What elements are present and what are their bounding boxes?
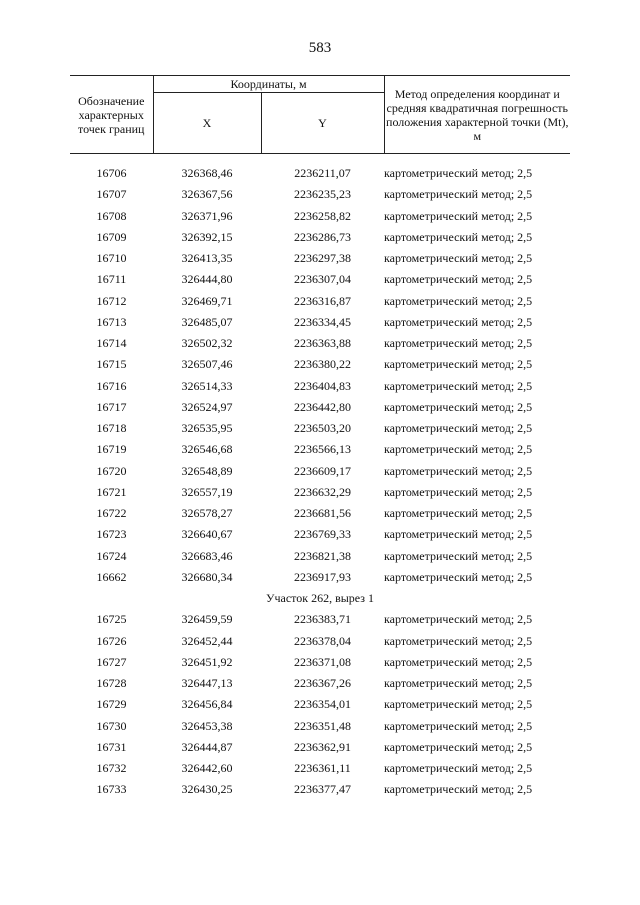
cell-method: картометрический метод; 2,5 xyxy=(384,399,533,414)
table-row xyxy=(70,758,570,779)
cell-y: 2236286,73 xyxy=(294,229,351,244)
cell-x: 326456,84 xyxy=(181,697,233,712)
cell-point: 16727 xyxy=(96,654,127,669)
spacer-row xyxy=(70,154,570,164)
cell-method: картометрический метод; 2,5 xyxy=(384,761,533,776)
cell-method: картометрический метод; 2,5 xyxy=(384,442,533,457)
cell-y: 2236917,93 xyxy=(294,569,351,584)
cell-method: картометрический метод; 2,5 xyxy=(384,782,533,797)
table-row xyxy=(70,779,570,800)
cell-point: 16662 xyxy=(96,569,127,584)
table-row xyxy=(70,631,570,652)
table-row xyxy=(70,354,570,375)
cell-method: картометрический метод; 2,5 xyxy=(384,633,533,648)
cell-y: 2236211,07 xyxy=(294,166,351,181)
table-row xyxy=(70,482,570,503)
cell-method: картометрический метод; 2,5 xyxy=(384,166,533,181)
cell-method: картометрический метод; 2,5 xyxy=(384,676,533,691)
cell-point: 16717 xyxy=(96,399,127,414)
section-title: Участок 262, вырез 1 xyxy=(265,591,375,606)
cell-x: 326368,46 xyxy=(181,166,233,181)
cell-point: 16709 xyxy=(96,229,127,244)
header-y: Y xyxy=(261,93,384,154)
cell-y: 2236609,17 xyxy=(294,463,351,478)
table-row xyxy=(70,609,570,630)
cell-x: 326452,44 xyxy=(181,633,233,648)
cell-x: 326413,35 xyxy=(181,251,233,266)
table-row xyxy=(70,652,570,673)
cell-method: картометрический метод; 2,5 xyxy=(384,229,533,244)
cell-x: 326447,13 xyxy=(181,676,233,691)
coordinates-table xyxy=(70,75,570,801)
cell-method: картометрический метод; 2,5 xyxy=(384,654,533,669)
cell-y: 2236361,11 xyxy=(294,761,351,776)
table-row xyxy=(70,291,570,312)
cell-method: картометрический метод; 2,5 xyxy=(384,378,533,393)
cell-x: 326683,46 xyxy=(181,548,233,563)
cell-method: картометрический метод; 2,5 xyxy=(384,548,533,563)
cell-point: 16723 xyxy=(96,527,127,542)
table-row xyxy=(70,376,570,397)
cell-y: 2236316,87 xyxy=(294,293,351,308)
cell-point: 16722 xyxy=(96,506,127,521)
page-number: 583 xyxy=(308,40,332,56)
table-row xyxy=(70,184,570,205)
cell-point: 16719 xyxy=(96,442,127,457)
cell-point: 16708 xyxy=(96,208,127,223)
cell-y: 2236566,13 xyxy=(294,442,351,457)
cell-x: 326451,92 xyxy=(181,654,233,669)
cell-y: 2236769,33 xyxy=(294,527,351,542)
cell-x: 326430,25 xyxy=(181,782,233,797)
cell-point: 16726 xyxy=(96,633,127,648)
cell-x: 326392,15 xyxy=(181,229,233,244)
cell-x: 326546,68 xyxy=(181,442,233,457)
cell-point: 16730 xyxy=(96,718,127,733)
cell-y: 2236371,08 xyxy=(294,654,351,669)
table-row xyxy=(70,567,570,588)
cell-method: картометрический метод; 2,5 xyxy=(384,251,533,266)
table-row xyxy=(70,503,570,524)
cell-point: 16720 xyxy=(96,463,127,478)
table-row xyxy=(70,269,570,290)
cell-point: 16713 xyxy=(96,314,127,329)
cell-point: 16733 xyxy=(96,782,127,797)
table-row xyxy=(70,333,570,354)
table-body xyxy=(70,154,570,801)
cell-method: картометрический метод; 2,5 xyxy=(384,208,533,223)
table-row xyxy=(70,312,570,333)
cell-point: 16706 xyxy=(96,166,127,181)
header-method: Метод определения координат и средняя квадратичная погрешность положения характерной точки (Mt), м xyxy=(384,76,570,154)
cell-point: 16714 xyxy=(96,336,127,351)
cell-method: картометрический метод; 2,5 xyxy=(384,569,533,584)
table-row xyxy=(70,206,570,227)
cell-x: 326367,56 xyxy=(181,187,233,202)
cell-point: 16711 xyxy=(96,272,127,287)
cell-method: картометрический метод; 2,5 xyxy=(384,314,533,329)
cell-y: 2236367,26 xyxy=(294,676,351,691)
cell-x: 326371,96 xyxy=(181,208,233,223)
cell-point: 16710 xyxy=(96,251,127,266)
table-row xyxy=(70,439,570,460)
table-row xyxy=(70,227,570,248)
cell-x: 326469,71 xyxy=(181,293,233,308)
cell-method: картометрический метод; 2,5 xyxy=(384,421,533,436)
cell-method: картометрический метод; 2,5 xyxy=(384,718,533,733)
cell-y: 2236404,83 xyxy=(294,378,351,393)
cell-y: 2236442,80 xyxy=(294,399,351,414)
cell-y: 2236380,22 xyxy=(294,357,351,372)
cell-y: 2236383,71 xyxy=(294,612,351,627)
cell-method: картометрический метод; 2,5 xyxy=(384,187,533,202)
section-row xyxy=(70,588,570,609)
cell-point: 16707 xyxy=(96,187,127,202)
cell-y: 2236503,20 xyxy=(294,421,351,436)
table-row xyxy=(70,397,570,418)
cell-x: 326502,32 xyxy=(181,336,233,351)
cell-x: 326535,95 xyxy=(181,421,233,436)
cell-x: 326485,07 xyxy=(181,314,233,329)
cell-point: 16724 xyxy=(96,548,127,563)
cell-method: картометрический метод; 2,5 xyxy=(384,463,533,478)
cell-x: 326507,46 xyxy=(181,357,233,372)
cell-x: 326453,38 xyxy=(181,718,233,733)
cell-x: 326444,87 xyxy=(181,739,233,754)
table-row xyxy=(70,248,570,269)
cell-y: 2236378,04 xyxy=(294,633,351,648)
table-row xyxy=(70,461,570,482)
cell-method: картометрический метод; 2,5 xyxy=(384,506,533,521)
cell-method: картометрический метод; 2,5 xyxy=(384,272,533,287)
header-point-designation: Обозначение характерных точек границ xyxy=(70,76,153,154)
header-coordinates: Координаты, м xyxy=(153,76,384,93)
cell-point: 16716 xyxy=(96,378,127,393)
table-row xyxy=(70,163,570,184)
table-row xyxy=(70,737,570,758)
cell-x: 326444,80 xyxy=(181,272,233,287)
table-row xyxy=(70,524,570,545)
cell-point: 16712 xyxy=(96,293,127,308)
cell-x: 326442,60 xyxy=(181,761,233,776)
cell-x: 326680,34 xyxy=(181,569,233,584)
cell-point: 16715 xyxy=(96,357,127,372)
table-row xyxy=(70,673,570,694)
cell-method: картометрический метод; 2,5 xyxy=(384,484,533,499)
cell-y: 2236351,48 xyxy=(294,718,351,733)
table-row xyxy=(70,694,570,715)
cell-point: 16729 xyxy=(96,697,127,712)
table-row xyxy=(70,716,570,737)
cell-method: картометрический метод; 2,5 xyxy=(384,293,533,308)
cell-x: 326514,33 xyxy=(181,378,233,393)
cell-y: 2236334,45 xyxy=(294,314,351,329)
cell-method: картометрический метод; 2,5 xyxy=(384,697,533,712)
cell-method: картометрический метод; 2,5 xyxy=(384,612,533,627)
cell-x: 326459,59 xyxy=(181,612,233,627)
cell-y: 2236307,04 xyxy=(294,272,351,287)
table-row xyxy=(70,546,570,567)
cell-point: 16725 xyxy=(96,612,127,627)
cell-point: 16728 xyxy=(96,676,127,691)
cell-method: картометрический метод; 2,5 xyxy=(384,336,533,351)
cell-y: 2236363,88 xyxy=(294,336,351,351)
header-x: X xyxy=(153,93,261,154)
table-header xyxy=(70,76,570,154)
cell-x: 326524,97 xyxy=(181,399,233,414)
cell-point: 16731 xyxy=(96,739,127,754)
cell-y: 2236821,38 xyxy=(294,548,351,563)
cell-method: картометрический метод; 2,5 xyxy=(384,739,533,754)
cell-x: 326557,19 xyxy=(181,484,233,499)
cell-point: 16721 xyxy=(96,484,127,499)
cell-point: 16718 xyxy=(96,421,127,436)
cell-y: 2236632,29 xyxy=(294,484,351,499)
cell-method: картометрический метод; 2,5 xyxy=(384,357,533,372)
cell-y: 2236258,82 xyxy=(294,208,351,223)
cell-x: 326640,67 xyxy=(181,527,233,542)
cell-y: 2236362,91 xyxy=(294,739,351,754)
cell-point: 16732 xyxy=(96,761,127,776)
cell-y: 2236235,23 xyxy=(294,187,351,202)
cell-y: 2236297,38 xyxy=(294,251,351,266)
cell-y: 2236681,56 xyxy=(294,506,351,521)
cell-x: 326548,89 xyxy=(181,463,233,478)
cell-method: картометрический метод; 2,5 xyxy=(384,527,533,542)
table-row xyxy=(70,418,570,439)
cell-x: 326578,27 xyxy=(181,506,233,521)
cell-y: 2236377,47 xyxy=(294,782,351,797)
cell-y: 2236354,01 xyxy=(294,697,351,712)
